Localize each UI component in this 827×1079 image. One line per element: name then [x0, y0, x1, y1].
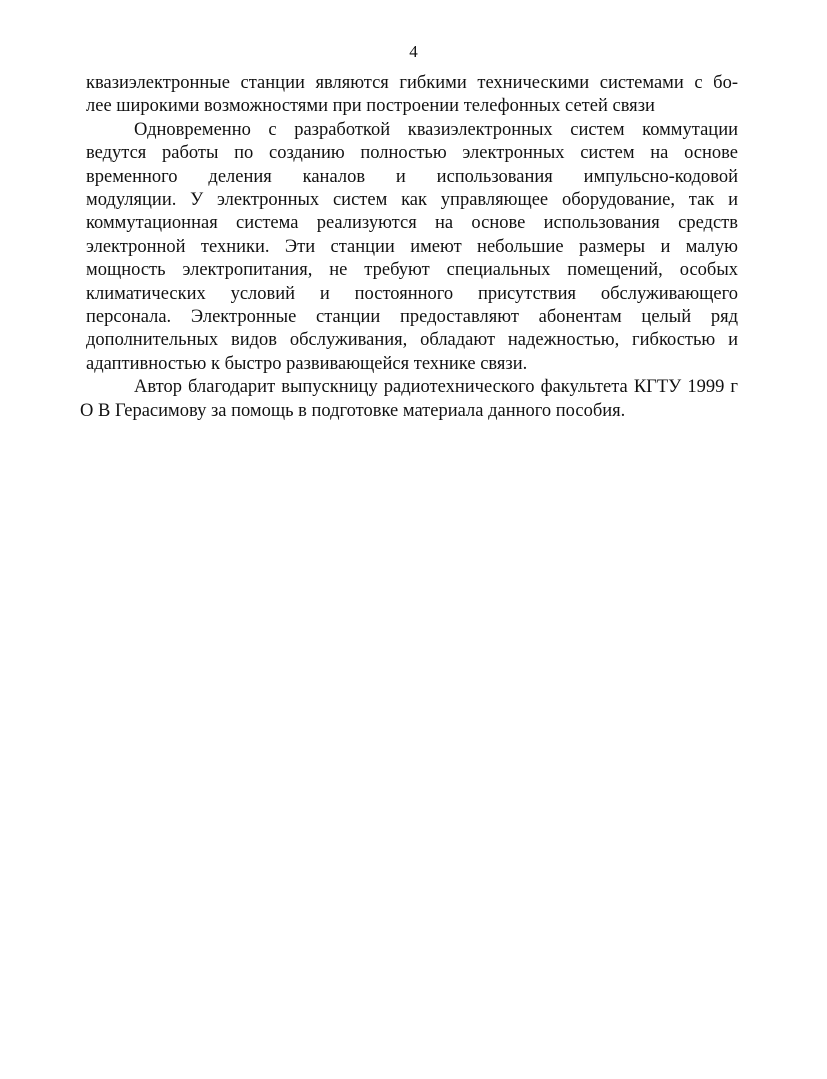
paragraph-acknowledgement: [80, 376, 738, 423]
text-line: адаптивностью к быстро развивающейся технике связи.: [86, 353, 528, 374]
text-line: персонала. Электронные станции предоставляют абонентам целый ряд: [86, 307, 738, 328]
text-line: коммутационная система реализуются на основе использования средств: [86, 213, 738, 234]
text-line: Одновременно с разработкой квазиэлектронных систем коммутации: [134, 119, 738, 140]
text-line: квазиэлектронные станции являются гибкими техническими системами с бо-: [86, 73, 738, 93]
text-line: электронной техники. Эти станции имеют небольшие размеры и малую: [86, 236, 738, 257]
text-line: О В Герасимову за помощь в подготовке материала данного пособия.: [80, 400, 626, 421]
page-number: 4: [409, 42, 418, 61]
text-line: дополнительных видов обслуживания, обладают надежностью, гибкостью и: [86, 330, 738, 351]
body-text: [80, 72, 738, 423]
text-line: временного деления каналов и использования импульсно-кодовой: [86, 166, 738, 187]
paragraph-1: [86, 72, 738, 119]
text-line: климатических условий и постоянного присутствия обслуживающего: [86, 283, 738, 304]
text-line: модуляции. У электронных систем как управляющее оборудование, так и: [86, 190, 738, 211]
text-line: мощность электропитания, не требуют специальных помещений, особых: [86, 260, 738, 281]
text-line: ведутся работы по созданию полностью электронных систем на основе: [86, 143, 738, 164]
text-line: лее широкими возможностями при построении телефонных сетей связи: [86, 96, 655, 117]
text-line: Автор благодарит выпускницу радиотехнического факультета КГТУ 1999 г: [134, 377, 738, 398]
paragraph-2: [86, 119, 738, 376]
